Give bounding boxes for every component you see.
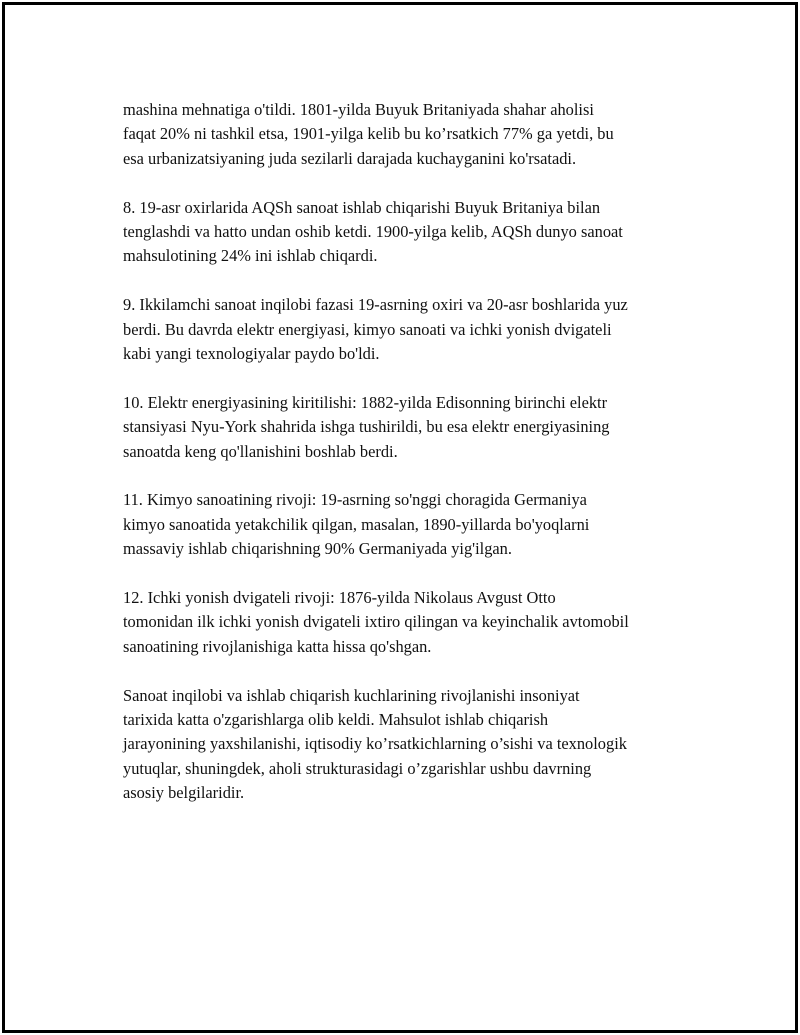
page-body [123,98,703,830]
paragraph-item-11: 11. Kimyo sanoatining rivoji: 19-asrning so'nggi choragida Germaniya kimyo sanoatida yetakchilik qilgan, masalan, 1890-yillarda bo'yoqlarni massaviy ishlab chiqarishning 90% Germaniyada yig'ilgan. [123,490,590,559]
paragraph-urbanization: mashina mehnatiga o'tildi. 1801-yilda Buyuk Britaniyada shahar aholisi faqat 20% ni tashkil etsa, 1901-yilga kelib bu ko’rsatkich 77% ga yetdi, bu esa urbanizatsiyaning juda sezilarli darajada kuchayganini ko'rsatadi. [123,100,614,168]
paragraph-item-8: 8. 19-asr oxirlarida AQSh sanoat ishlab chiqarishi Buyuk Britaniya bilan tenglashdi va hatto undan oshib ketdi. 1900-yilga kelib, AQSh dunyo sanoat mahsulotining 24% ini ishlab chiqardi. [123,197,623,266]
paragraph-item-12: 12. Ichki yonish dvigateli rivoji: 1876-yilda Nikolaus Avgust Otto tomonidan ilk ichki yonish dvigateli ixtiro qilingan va keyinchalik avtomobil sanoatining rivojlanishiga katta hissa qo'shgan. [123,588,629,656]
paragraph-item-9: 9. Ikkilamchi sanoat inqilobi fazasi 19-asrning oxiri va 20-asr boshlarida yuz berdi. Bu davrda elektr energiyasi, kimyo sanoati va ichki yonish dvigateli kabi yangi texnologiyalar paydo bo'ldi. [123,295,628,364]
paragraph-item-10: 10. Elektr energiyasining kiritilishi: 1882-yilda Edisonning birinchi elektr stansiyasi Nyu-York shahrida ishga tushirildi, bu esa elektr energiyasining sanoatda keng qo'llanishini boshlab berdi. [123,392,610,461]
paragraph-conclusion: Sanoat inqilobi va ishlab chiqarish kuchlarining rivojlanishi insoniyat tarixida katta o'zgarishlarga olib keldi. Mahsulot ishlab chiqarish jarayonining yaxshilanishi, iqtisodiy ko’rsatkichlarning o’sishi va texnologik yutuqlar, shuningdek, aholi strukturasidagi o’zgarishlar ushbu davrning asosiy belgilaridir. [123,685,627,803]
page-frame [2,2,798,1033]
